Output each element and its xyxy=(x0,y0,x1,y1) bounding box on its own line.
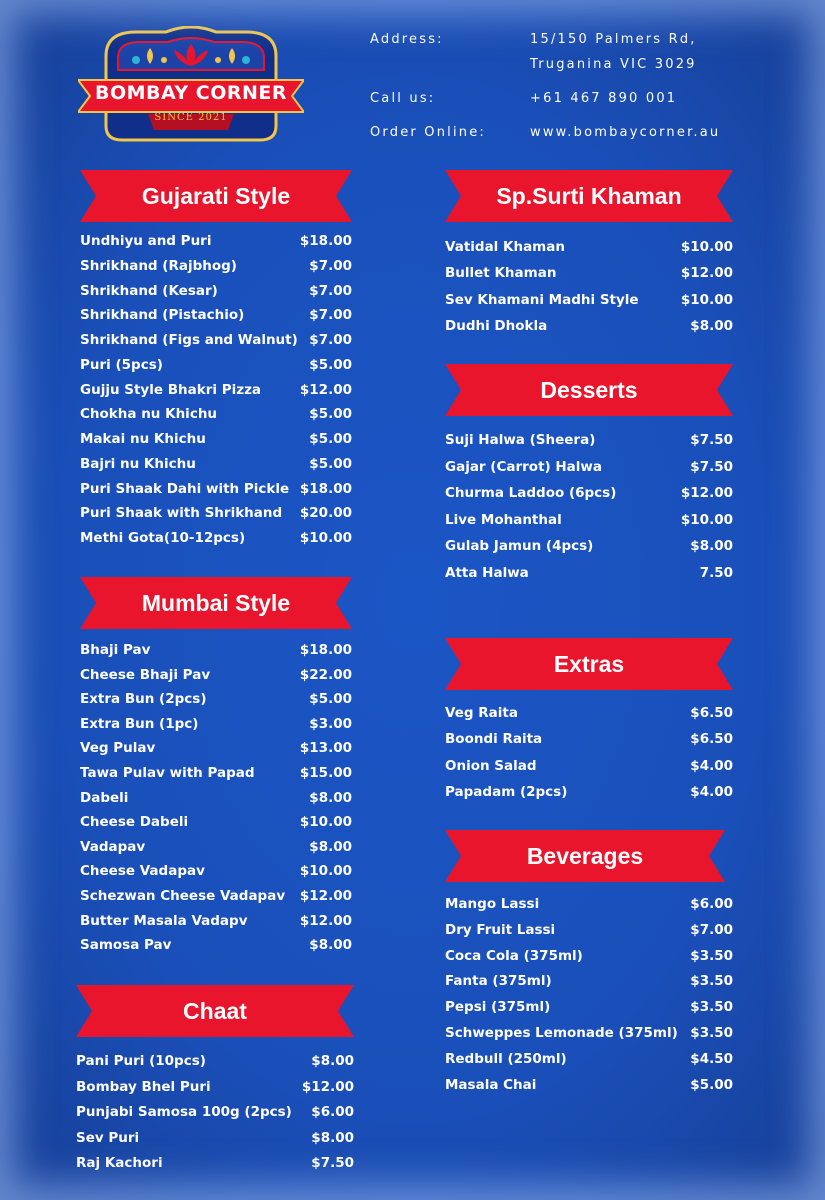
menu-item-price: $13.00 xyxy=(299,740,352,756)
menu-item-name: Punjabi Samosa 100g (2pcs) xyxy=(76,1104,292,1120)
menu-item-name: Extra Bun (1pc) xyxy=(80,716,199,732)
menu-item xyxy=(445,1051,733,1073)
menu-item xyxy=(76,1053,354,1075)
menu-item xyxy=(80,406,352,428)
menu-item-name: Boondi Raita xyxy=(445,731,543,747)
logo-name: BOMBAY CORNER xyxy=(94,82,288,104)
menu-item-price: 7.50 xyxy=(699,565,733,581)
menu-item-name: Butter Masala Vadapv xyxy=(80,913,248,929)
menu-item-price: $6.00 xyxy=(690,896,733,912)
menu-item-price: $3.00 xyxy=(309,716,352,732)
menu-item xyxy=(445,459,733,481)
section-banner-chaat xyxy=(76,985,354,1037)
menu-item-name: Undhiyu and Puri xyxy=(80,233,212,249)
menu-item xyxy=(445,538,733,560)
section-title: Desserts xyxy=(540,377,638,403)
menu-item xyxy=(80,888,352,910)
menu-item-name: Veg Raita xyxy=(445,705,518,721)
menu-item-name: Schezwan Cheese Vadapav xyxy=(80,888,286,904)
menu-item-name: Shrikhand (Kesar) xyxy=(80,283,218,299)
menu-item-price: $18.00 xyxy=(299,233,352,249)
menu-item xyxy=(80,667,352,689)
menu-item-name: Masala Chai xyxy=(445,1077,537,1093)
menu-item-name: Mango Lassi xyxy=(445,896,540,912)
menu-item-price: $12.00 xyxy=(299,913,352,929)
menu-item-price: $7.00 xyxy=(309,258,352,274)
menu-item-name: Suji Halwa (Sheera) xyxy=(445,432,596,448)
section-title: Chaat xyxy=(183,998,247,1024)
menu-item-price: $10.00 xyxy=(680,239,733,255)
menu-item xyxy=(80,431,352,453)
menu-item xyxy=(80,283,352,305)
section-title: Extras xyxy=(553,651,625,677)
menu-item-name: Bullet Khaman xyxy=(445,265,557,281)
menu-item-name: Extra Bun (2pcs) xyxy=(80,691,207,707)
menu-item-name: Dry Fruit Lassi xyxy=(445,922,556,938)
menu-item-name: Veg Pulav xyxy=(80,740,156,756)
menu-item xyxy=(445,999,733,1021)
menu-item-name: Coca Cola (375ml) xyxy=(445,948,583,964)
bombay-corner-logo xyxy=(78,26,304,146)
menu-item xyxy=(445,565,733,587)
section-title: Sp.Surti Khaman xyxy=(496,183,682,209)
menu-item-price: $20.00 xyxy=(299,505,352,521)
menu-item-price: $6.50 xyxy=(690,705,733,721)
menu-item xyxy=(80,332,352,354)
menu-item-price: $5.00 xyxy=(309,357,352,373)
menu-item xyxy=(80,913,352,935)
phone-label: Call us: xyxy=(370,91,436,106)
address-line-1: 15/150 Palmers Rd, xyxy=(530,32,697,47)
menu-item-price: $12.00 xyxy=(680,265,733,281)
menu-item-price: $8.00 xyxy=(690,538,733,554)
menu-item xyxy=(445,973,733,995)
menu-item-price: $7.50 xyxy=(311,1155,354,1171)
menu-item xyxy=(445,318,733,340)
menu-item-price: $22.00 xyxy=(299,667,352,683)
menu-item xyxy=(445,731,733,753)
menu-item-name: Samosa Pav xyxy=(80,937,172,953)
menu-item-name: Bajri nu Khichu xyxy=(80,456,196,472)
section-banner-khaman xyxy=(445,170,733,222)
menu-item-price: $5.00 xyxy=(309,431,352,447)
menu-item-name: Papadam (2pcs) xyxy=(445,784,568,800)
menu-item-name: Dudhi Dhokla xyxy=(445,318,548,334)
menu-item-price: $7.00 xyxy=(309,283,352,299)
menu-item-name: Sev Puri xyxy=(76,1130,140,1146)
menu-item xyxy=(80,357,352,379)
menu-item-price: $12.00 xyxy=(680,485,733,501)
menu-item xyxy=(80,716,352,738)
menu-item xyxy=(445,948,733,970)
menu-item-name: Raj Kachori xyxy=(76,1155,163,1171)
menu-item-price: $5.00 xyxy=(309,691,352,707)
menu-item-price: $10.00 xyxy=(680,512,733,528)
menu-item-price: $3.50 xyxy=(690,999,733,1015)
menu-item-name: Cheese Vadapav xyxy=(80,863,205,879)
menu-item xyxy=(80,382,352,404)
phone-number: +61 467 890 001 xyxy=(530,91,678,106)
menu-item xyxy=(445,239,733,261)
menu-item-price: $3.50 xyxy=(690,1025,733,1041)
menu-item-name: Live Mohanthal xyxy=(445,512,562,528)
menu-item xyxy=(80,765,352,787)
menu-item xyxy=(80,937,352,959)
menu-item-price: $5.00 xyxy=(690,1077,733,1093)
menu-item-price: $7.00 xyxy=(309,307,352,323)
menu-item-price: $8.00 xyxy=(309,937,352,953)
menu-item-name: Redbull (250ml) xyxy=(445,1051,567,1067)
menu-item-price: $5.00 xyxy=(309,406,352,422)
menu-item-name: Puri (5pcs) xyxy=(80,357,163,373)
menu-item xyxy=(445,896,733,918)
menu-item xyxy=(445,784,733,806)
section-banner-extras xyxy=(445,638,733,690)
menu-item xyxy=(80,863,352,885)
menu-item-price: $7.00 xyxy=(690,922,733,938)
menu-item-price: $4.00 xyxy=(690,758,733,774)
section-title: Mumbai Style xyxy=(141,590,291,616)
menu-item xyxy=(76,1079,354,1101)
menu-item-name: Onion Salad xyxy=(445,758,537,774)
menu-item-name: Gulab Jamun (4pcs) xyxy=(445,538,594,554)
menu-item-name: Bombay Bhel Puri xyxy=(76,1079,211,1095)
menu-item-price: $8.00 xyxy=(311,1130,354,1146)
menu-item-price: $4.50 xyxy=(690,1051,733,1067)
menu-item xyxy=(445,292,733,314)
menu-item-price: $15.00 xyxy=(299,765,352,781)
menu-item-name: Bhaji Pav xyxy=(80,642,151,658)
menu-item xyxy=(445,265,733,287)
menu-item-name: Sev Khamani Madhi Style xyxy=(445,292,639,308)
menu-item-name: Pepsi (375ml) xyxy=(445,999,551,1015)
menu-item-name: Fanta (375ml) xyxy=(445,973,552,989)
menu-item-name: Vadapav xyxy=(80,839,146,855)
menu-item-price: $10.00 xyxy=(299,863,352,879)
menu-item-price: $6.00 xyxy=(311,1104,354,1120)
address-label: Address: xyxy=(370,32,444,47)
menu-item-name: Dabeli xyxy=(80,790,129,806)
menu-item xyxy=(80,839,352,861)
menu-item-name: Gajar (Carrot) Halwa xyxy=(445,459,603,475)
menu-item-price: $12.00 xyxy=(301,1079,354,1095)
menu-item-price: $5.00 xyxy=(309,456,352,472)
menu-item xyxy=(76,1104,354,1126)
menu-item xyxy=(80,642,352,664)
menu-item xyxy=(445,512,733,534)
menu-item-price: $8.00 xyxy=(309,839,352,855)
menu-item xyxy=(445,485,733,507)
menu-item-price: $8.00 xyxy=(311,1053,354,1069)
menu-item-name: Tawa Pulav with Papad xyxy=(80,765,255,781)
menu-item xyxy=(445,1077,733,1099)
menu-item xyxy=(76,1155,354,1177)
section-banner-gujarati xyxy=(80,170,352,222)
menu-item-price: $18.00 xyxy=(299,642,352,658)
menu-item xyxy=(445,705,733,727)
menu-item xyxy=(80,740,352,762)
logo-since: SINCE 2021 xyxy=(154,112,228,123)
menu-item-price: $3.50 xyxy=(690,973,733,989)
menu-item-price: $10.00 xyxy=(299,814,352,830)
menu-item-name: Gujju Style Bhakri Pizza xyxy=(80,382,262,398)
section-banner-beverages xyxy=(445,830,725,882)
website-link[interactable]: www.bombaycorner.au xyxy=(530,125,721,140)
menu-item-name: Shrikhand (Figs and Walnut) xyxy=(80,332,298,348)
menu-item-name: Chokha nu Khichu xyxy=(80,406,218,422)
menu-item-price: $7.50 xyxy=(690,432,733,448)
menu-item xyxy=(445,922,733,944)
menu-item-name: Atta Halwa xyxy=(445,565,529,581)
menu-item-price: $8.00 xyxy=(309,790,352,806)
menu-item-name: Churma Laddoo (6pcs) xyxy=(445,485,617,501)
menu-item-price: $18.00 xyxy=(299,481,352,497)
menu-item xyxy=(80,814,352,836)
menu-item-name: Methi Gota(10-12pcs) xyxy=(80,530,246,546)
menu-item-price: $12.00 xyxy=(299,382,352,398)
menu-item-price: $7.00 xyxy=(309,332,352,348)
menu-item xyxy=(80,691,352,713)
menu-item-name: Pani Puri (10pcs) xyxy=(76,1053,206,1069)
menu-item xyxy=(80,790,352,812)
menu-item xyxy=(80,481,352,503)
menu-item-name: Cheese Bhaji Pav xyxy=(80,667,211,683)
menu-item xyxy=(80,233,352,255)
menu-item-price: $6.50 xyxy=(690,731,733,747)
menu-item-name: Cheese Dabeli xyxy=(80,814,189,830)
menu-item xyxy=(445,432,733,454)
menu-item xyxy=(80,530,352,552)
menu-item-name: Makai nu Khichu xyxy=(80,431,206,447)
menu-item xyxy=(80,307,352,329)
menu-item-name: Schweppes Lemonade (375ml) xyxy=(445,1025,678,1041)
menu-item-name: Shrikhand (Rajbhog) xyxy=(80,258,237,274)
menu-item-price: $12.00 xyxy=(299,888,352,904)
section-title: Gujarati Style xyxy=(141,183,291,209)
menu-item-name: Puri Shaak with Shrikhand xyxy=(80,505,283,521)
menu-item xyxy=(80,505,352,527)
menu-item xyxy=(445,758,733,780)
menu-item-price: $10.00 xyxy=(680,292,733,308)
menu-item xyxy=(80,456,352,478)
menu-item xyxy=(76,1130,354,1152)
menu-item-name: Puri Shaak Dahi with Pickle xyxy=(80,481,290,497)
address-line-2: Truganina VIC 3029 xyxy=(530,57,697,72)
section-banner-mumbai xyxy=(80,577,352,629)
menu-item xyxy=(80,258,352,280)
order-online-label: Order Online: xyxy=(370,125,486,140)
menu-item-price: $4.00 xyxy=(690,784,733,800)
menu-item-price: $10.00 xyxy=(299,530,352,546)
menu-item-name: Vatidal Khaman xyxy=(445,239,565,255)
menu-item-name: Shrikhand (Pistachio) xyxy=(80,307,245,323)
section-banner-desserts xyxy=(445,364,733,416)
menu-item-price: $3.50 xyxy=(690,948,733,964)
menu-item xyxy=(445,1025,733,1047)
section-title: Beverages xyxy=(526,843,644,869)
menu-item-price: $7.50 xyxy=(690,459,733,475)
menu-item-price: $8.00 xyxy=(690,318,733,334)
